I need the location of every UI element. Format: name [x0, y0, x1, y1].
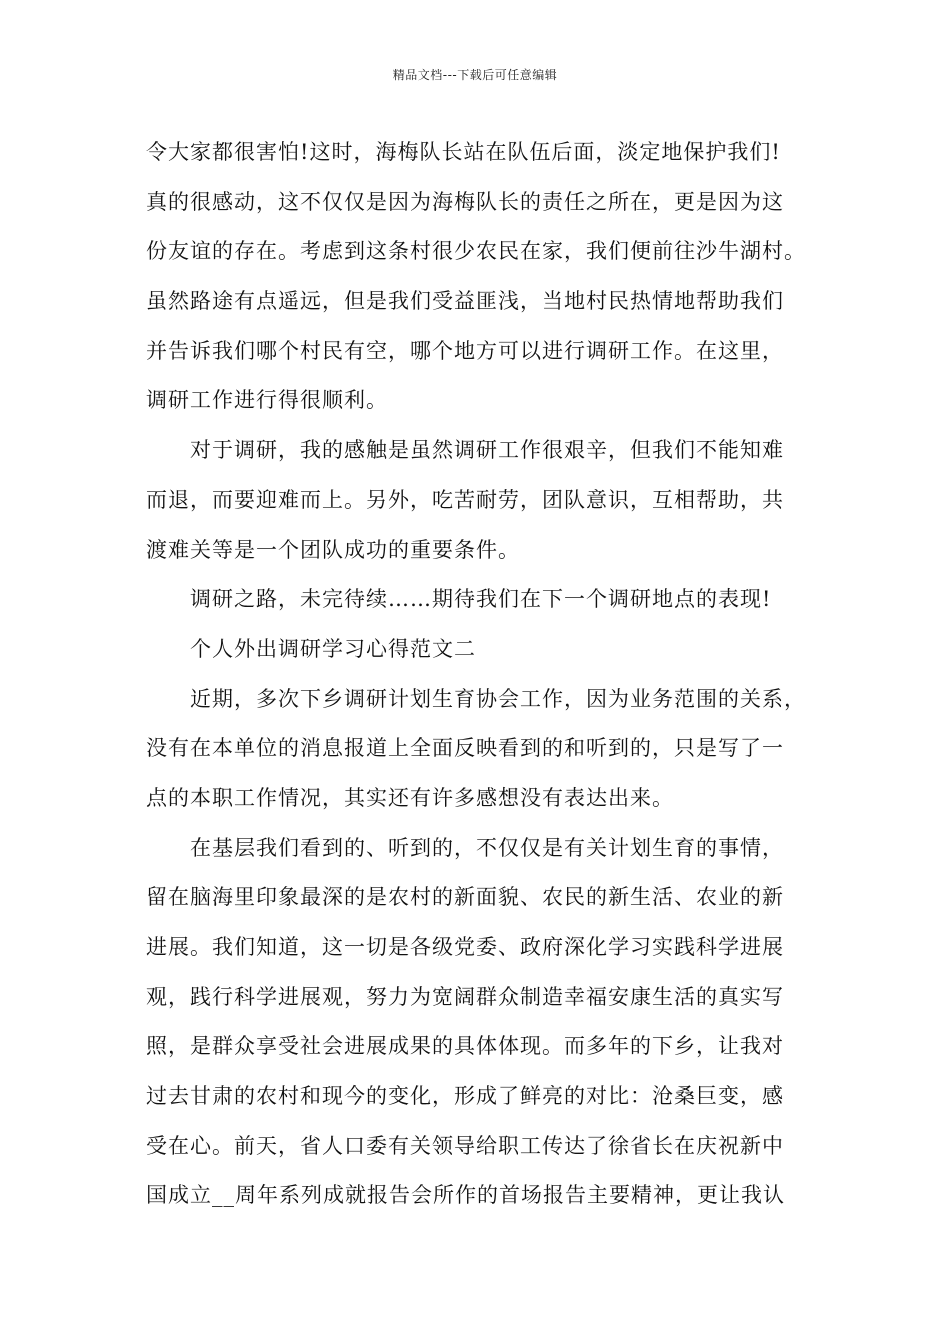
text-line: 调研工作进行得很顺利。 — [146, 388, 388, 413]
text-line: 真的很感动，这不仅仅是因为海梅队长的责任之所在，更是因为这 — [146, 189, 784, 214]
text-line: 点的本职工作情况，其实还有许多感想没有表达出来。 — [146, 785, 674, 810]
text-line: 渡难关等是一个团队成功的重要条件。 — [146, 537, 520, 562]
paragraph-start-line: 调研之路，未完待续……期待我们在下一个调研地点的表现! — [190, 587, 772, 612]
text-line: 过去甘肃的农村和现今的变化，形成了鲜亮的对比：沧桑巨变，感 — [146, 1084, 784, 1109]
text-line: 虽然路途有点遥远，但是我们受益匪浅，当地村民热情地帮助我们 — [146, 289, 784, 314]
text-line: 没有在本单位的消息报道上全面反映看到的和听到的，只是写了一 — [146, 736, 784, 761]
paragraph-start-line: 对于调研，我的感触是虽然调研工作很艰辛，但我们不能知难 — [190, 438, 784, 463]
paragraph-start-line: 在基层我们看到的、听到的，不仅仅是有关计划生育的事情， — [190, 835, 784, 860]
text-line: 令大家都很害怕!这时，海梅队长站在队伍后面，淡定地保护我们! — [146, 140, 781, 164]
text-line: 份友谊的存在。考虑到这条村很少农民在家，我们便前往沙牛湖村。 — [146, 239, 806, 264]
text-line: 进展。我们知道，这一切是各级党委、政府深化学习实践科学进展 — [146, 935, 784, 959]
text-line: 观，践行科学进展观，努力为宽阔群众制造幸福安康生活的真实写 — [146, 984, 784, 1009]
text-line: 国成立__周年系列成就报告会所作的首场报告主要精神，更让我认 — [146, 1183, 785, 1208]
page-header: 精品文档---下载后可任意编辑 — [392, 68, 558, 82]
text-line: 而退，而要迎难而上。另外，吃苦耐劳，团队意识，互相帮助，共 — [146, 487, 784, 512]
text-line: 照，是群众享受社会进展成果的具体体现。而多年的下乡，让我对 — [146, 1034, 784, 1059]
text-line: 受在心。前天，省人口委有关领导给职工传达了徐省长在庆祝新中 — [146, 1133, 784, 1158]
paragraph-start-line: 近期，多次下乡调研计划生育协会工作，因为业务范围的关系， — [190, 686, 806, 711]
text-line: 留在脑海里印象最深的是农村的新面貌、农民的新生活、农业的新 — [146, 885, 784, 910]
section-title: 个人外出调研学习心得范文二 — [190, 636, 476, 661]
text-line: 并告诉我们哪个村民有空，哪个地方可以进行调研工作。在这里， — [146, 338, 784, 363]
document-body — [146, 128, 836, 1221]
